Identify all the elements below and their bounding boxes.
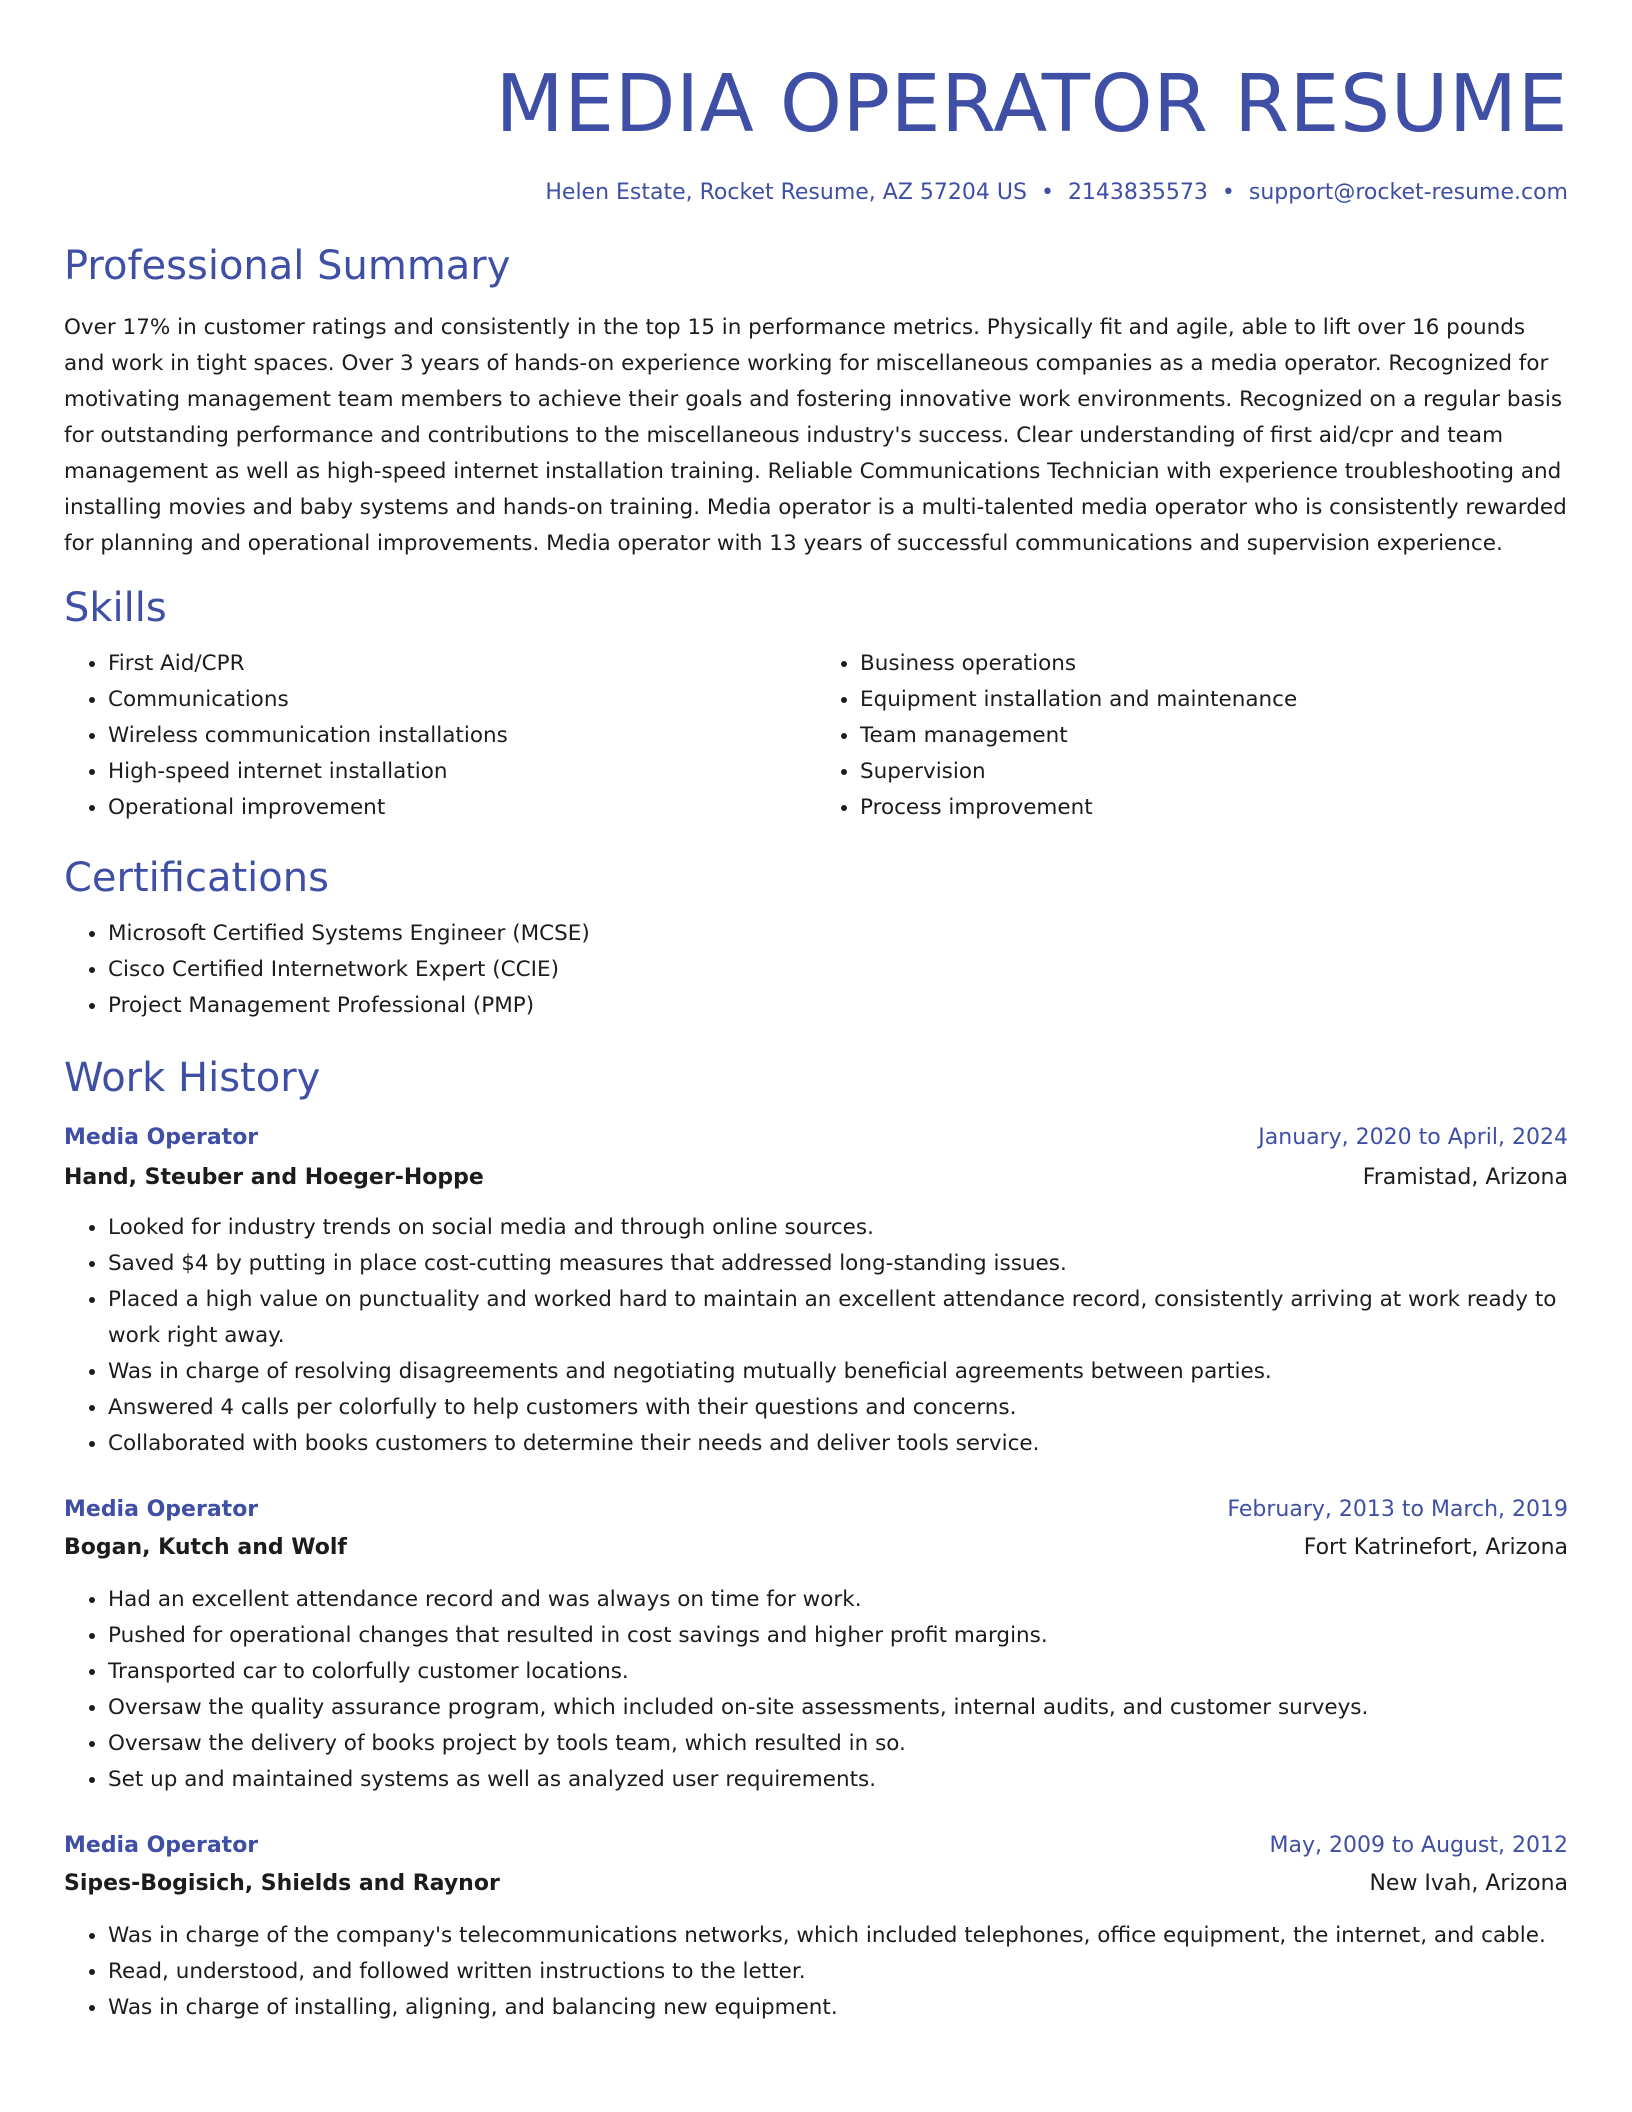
job-duties-list bbox=[64, 1582, 1568, 1798]
job-duties-list bbox=[64, 1210, 1568, 1462]
summary-heading: Professional Summary bbox=[64, 243, 511, 289]
job-duty: • Was in charge of installing, aligning, and balancing new equipment. bbox=[108, 1990, 1568, 2026]
job-header-row bbox=[64, 1492, 1568, 1528]
job-duty: • Looked for industry trends on social media and through online sources. bbox=[108, 1210, 1568, 1246]
job-company: Bogan, Kutch and Wolf bbox=[64, 1535, 347, 1560]
job-entry bbox=[64, 1492, 1568, 1798]
contact-separator: • bbox=[1040, 180, 1054, 205]
skill-item: • Supervision bbox=[860, 754, 1568, 790]
summary-text: Over 17% in customer ratings and consistently in the top 15 in performance metrics. Physically fit and agile, able to lift over 16 pounds and work in tight spaces. Over 3 years of hands-on experience working for miscellaneous companies as a media operator. Recognized for motivating management team members to achieve their goals and fostering innovative work environments. Recognized on a regular basis for outstanding performance and contributions to the miscellaneous industry's success. Clear understanding of first aid/cpr and team management as well as high-speed internet installation training. Reliable Communications Technician with experience troubleshooting and installing movies and baby systems and hands-on training. Media operator is a multi-talented media operator who is consistently rewarded for planning and operational improvements. Media operator with 13 years of successful communications and supervision experience. bbox=[64, 315, 1567, 556]
job-duty: • Set up and maintained systems as well as analyzed user requirements. bbox=[108, 1762, 1568, 1798]
job-header-row bbox=[64, 1120, 1568, 1156]
skills-heading: Skills bbox=[64, 585, 167, 631]
certification-item: • Project Management Professional (PMP) bbox=[108, 988, 1568, 1024]
certifications-list bbox=[64, 916, 1568, 1024]
job-dates: February, 2013 to March, 2019 bbox=[1227, 1497, 1568, 1522]
contact-separator: • bbox=[1221, 180, 1235, 205]
job-title: Media Operator bbox=[64, 1125, 259, 1150]
skills-columns bbox=[64, 646, 1568, 826]
job-location: Fort Katrinefort, Arizona bbox=[1303, 1535, 1568, 1560]
skill-item: • Business operations bbox=[860, 646, 1568, 682]
job-duty: • Pushed for operational changes that resulted in cost savings and higher profit margins. bbox=[108, 1618, 1568, 1654]
job-header-row bbox=[64, 1828, 1568, 1864]
certification-item: • Microsoft Certified Systems Engineer (MCSE) bbox=[108, 916, 1568, 952]
skill-item: • Communications bbox=[108, 682, 816, 718]
skill-item: • Wireless communication installations bbox=[108, 718, 816, 754]
skill-item: • Equipment installation and maintenance bbox=[860, 682, 1568, 718]
contact-address: Helen Estate, Rocket Resume, AZ 57204 US bbox=[545, 180, 1027, 205]
contact-email: support@rocket-resume.com bbox=[1248, 180, 1568, 205]
skill-item: • High-speed internet installation bbox=[108, 754, 816, 790]
skill-item: • First Aid/CPR bbox=[108, 646, 816, 682]
job-duty: • Answered 4 calls per colorfully to help customers with their questions and concerns. bbox=[108, 1390, 1568, 1426]
skills-right-list bbox=[816, 646, 1568, 826]
job-dates: May, 2009 to August, 2012 bbox=[1269, 1833, 1568, 1858]
certification-item: • Cisco Certified Internetwork Expert (CCIE) bbox=[108, 952, 1568, 988]
job-location: Framistad, Arizona bbox=[1362, 1165, 1568, 1190]
certifications-heading: Certifications bbox=[64, 855, 329, 901]
job-duty: • Oversaw the delivery of books project by tools team, which resulted in so. bbox=[108, 1726, 1568, 1762]
job-title: Media Operator bbox=[64, 1833, 259, 1858]
job-entry bbox=[64, 1828, 1568, 2026]
job-company-row bbox=[64, 1160, 1568, 1196]
skills-left-list bbox=[64, 646, 816, 826]
job-company-row bbox=[64, 1866, 1568, 1902]
job-duty: • Transported car to colorfully customer locations. bbox=[108, 1654, 1568, 1690]
job-duties-list bbox=[64, 1918, 1568, 2026]
work-history-heading: Work History bbox=[64, 1055, 321, 1101]
skill-item: • Team management bbox=[860, 718, 1568, 754]
job-company: Hand, Steuber and Hoeger-Hoppe bbox=[64, 1165, 484, 1190]
resume-title: MEDIA OPERATOR RESUME bbox=[495, 58, 1568, 150]
job-dates: January, 2020 to April, 2024 bbox=[1258, 1125, 1568, 1150]
job-duty: • Was in charge of the company's telecommunications networks, which included telephones, office equipment, the internet, and cable. bbox=[108, 1918, 1568, 1954]
job-duty: • Saved $4 by putting in place cost-cutting measures that addressed long-standing issues. bbox=[108, 1246, 1568, 1282]
job-location: New Ivah, Arizona bbox=[1369, 1871, 1568, 1896]
job-duty: • Collaborated with books customers to determine their needs and deliver tools service. bbox=[108, 1426, 1568, 1462]
job-duty: • Placed a high value on punctuality and worked hard to maintain an excellent attendance record, consistently arriving at work ready to work right away. bbox=[108, 1282, 1568, 1354]
job-company-row bbox=[64, 1530, 1568, 1566]
contact-line bbox=[64, 178, 1568, 208]
skill-item: • Process improvement bbox=[860, 790, 1568, 826]
job-company: Sipes-Bogisich, Shields and Raynor bbox=[64, 1871, 500, 1896]
job-entry bbox=[64, 1120, 1568, 1462]
job-title: Media Operator bbox=[64, 1497, 259, 1522]
job-duty: • Had an excellent attendance record and was always on time for work. bbox=[108, 1582, 1568, 1618]
job-duty: • Read, understood, and followed written instructions to the letter. bbox=[108, 1954, 1568, 1990]
contact-phone: 2143835573 bbox=[1067, 180, 1208, 205]
job-duty: • Was in charge of resolving disagreements and negotiating mutually beneficial agreements between parties. bbox=[108, 1354, 1568, 1390]
job-duty: • Oversaw the quality assurance program, which included on-site assessments, internal audits, and customer surveys. bbox=[108, 1690, 1568, 1726]
skill-item: • Operational improvement bbox=[108, 790, 816, 826]
